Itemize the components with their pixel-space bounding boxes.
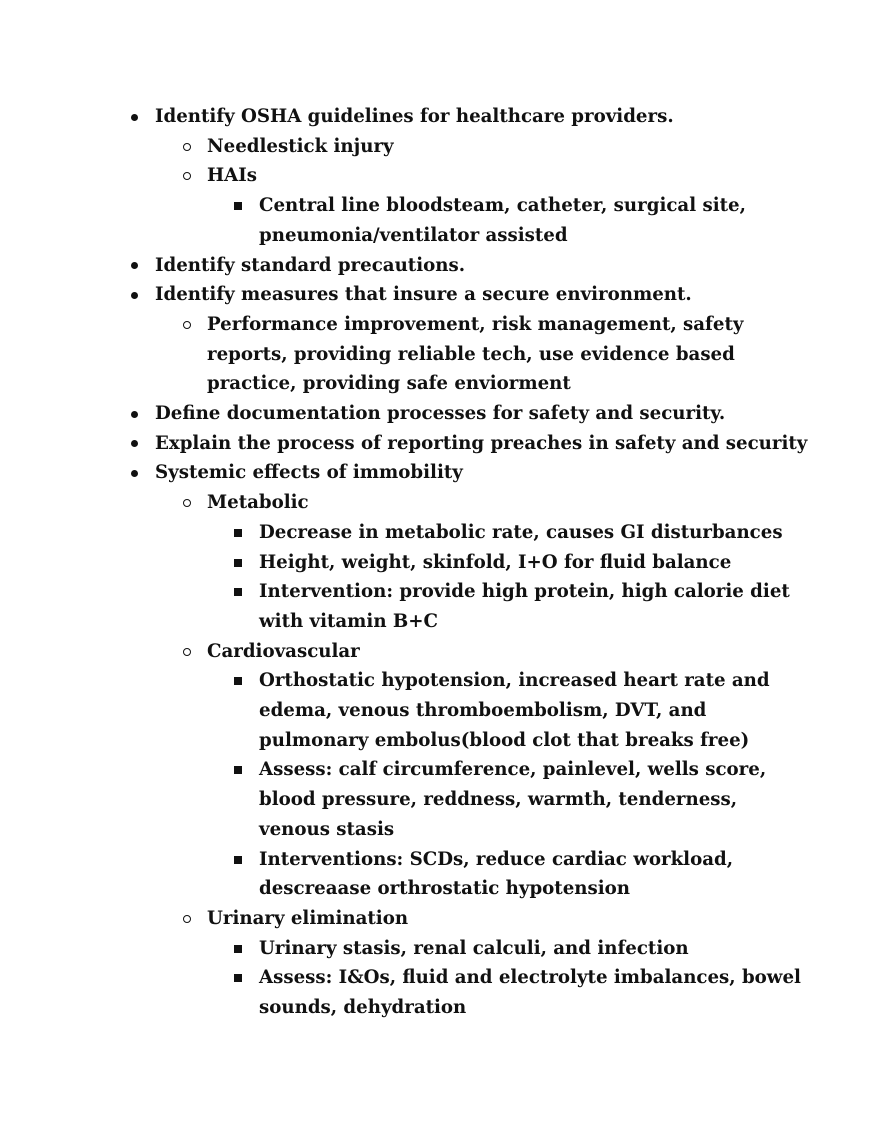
bullet-square-icon — [234, 766, 242, 774]
bullet-circle-icon — [183, 143, 191, 151]
list-item-text: pulmonary embolus(blood clot that breaks free) — [259, 729, 750, 751]
list-item-text: Needlestick injury — [207, 135, 394, 157]
list-item-text: Assess: calf circumference, painlevel, wells score, — [259, 759, 767, 781]
bullet-disc-icon — [131, 114, 138, 121]
bullet-square-icon — [234, 202, 242, 210]
list-item-text: Explain the process of reporting preaches in safety and security — [155, 432, 808, 454]
list-item-text: edema, venous thromboembolism, DVT, and — [259, 700, 707, 721]
list-item-text: Identify measures that insure a secure environment. — [155, 284, 692, 306]
list-item-text: reports, providing reliable tech, use evidence based — [207, 343, 735, 365]
list-item-text: Orthostatic hypotension, increased heart rate and — [259, 670, 770, 692]
bullet-circle-icon — [183, 915, 191, 923]
bullet-square-icon — [234, 856, 242, 864]
list-item-text: Decrease in metabolic rate, causes GI disturbances — [259, 521, 783, 543]
list-item-text: Cardiovascular — [207, 640, 360, 662]
bullet-square-icon — [234, 559, 242, 567]
list-item-text: Define documentation processes for safety and security. — [155, 403, 726, 424]
list-item-text: Height, weight, skinfold, I+O for fluid balance — [259, 551, 732, 573]
bullet-square-icon — [234, 677, 242, 685]
bullet-disc-icon — [131, 292, 138, 299]
bullet-square-icon — [234, 588, 242, 596]
list-item-text: Systemic effects of immobility — [155, 462, 463, 484]
bullet-disc-icon — [131, 411, 138, 418]
bullet-square-icon — [234, 529, 242, 537]
bullet-circle-icon — [183, 172, 191, 180]
list-item-text: Urinary elimination — [207, 907, 409, 929]
list-item-text: Interventions: SCDs, reduce cardiac workload, — [259, 848, 734, 870]
list-item-text: HAIs — [207, 165, 258, 187]
bullet-disc-icon — [131, 440, 138, 447]
list-item-text: practice, providing safe enviorment — [207, 373, 571, 395]
list-item-text: venous stasis — [259, 818, 395, 840]
bullet-disc-icon — [131, 470, 138, 477]
list-item-text: Central line bloodsteam, catheter, surgical site, — [259, 195, 746, 217]
bullet-square-icon — [234, 974, 242, 982]
list-item-text: Metabolic — [207, 492, 309, 514]
list-item-text: Identify standard precautions. — [155, 254, 466, 276]
list-item-text: sounds, dehydration — [259, 997, 467, 1018]
bullet-disc-icon — [131, 262, 138, 269]
bullet-circle-icon — [183, 648, 191, 656]
list-item-text: with vitamin B+C — [259, 610, 438, 632]
list-item-text: blood pressure, reddness, warmth, tenderness, — [259, 789, 738, 811]
list-item-text: Urinary stasis, renal calculi, and infection — [259, 937, 689, 959]
list-item-text: Performance improvement, risk management, safety — [207, 313, 744, 335]
bullet-circle-icon — [183, 321, 191, 329]
list-item-text: descreaase orthrostatic hypotension — [259, 878, 630, 900]
list-item-text: Identify OSHA guidelines for healthcare providers. — [155, 106, 674, 127]
list-item-text: Assess: I&Os, fluid and electrolyte imbalances, bowel — [259, 967, 801, 989]
list-item-text: Intervention: provide high protein, high calorie diet — [259, 581, 790, 603]
bullet-square-icon — [234, 945, 242, 953]
list-item-text: pneumonia/ventilator assisted — [259, 224, 568, 246]
bullet-circle-icon — [183, 499, 191, 507]
